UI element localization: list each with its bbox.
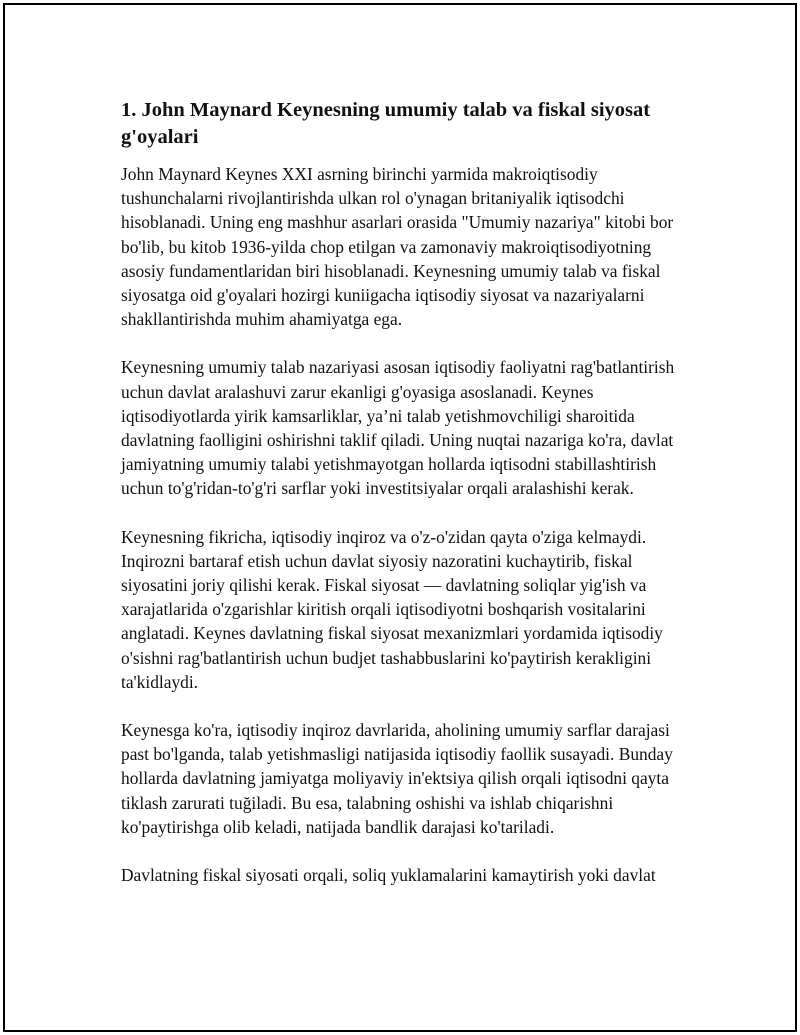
paragraph-continued: Davlatning fiskal siyosati orqali, soliq yuklamalarini kamaytirish yoki davlat [121, 865, 656, 886]
document-body [121, 97, 696, 911]
paragraph-aggregate-demand: Keynesning umumiy talab nazariyasi asosan iqtisodiy faoliyatni rag'batlantirish uchun davlat aralashuvi zarur ekanligi g'oyasiga asoslanadi. Keynes iqtisodiyotlarda yirik kamsarliklar, ya’ni talab yetishmovchiligi sharoitida davlatning faolligini oshirishni taklif qiladi. Uning nuqtai nazariga ko'ra, davlat jamiyatning umumiy talabi yetishmayotgan hollarda iqtisodni stabillashtirish uchun to'g'ridan-to'g'ri sarflar yoki investitsiyalar orqali aralashishi kerak. [121, 357, 675, 499]
section-heading: 1. John Maynard Keynesning umumiy talab va fiskal siyosat g'oyalari [121, 99, 651, 148]
paragraph-fiscal-policy: Keynesning fikricha, iqtisodiy inqiroz va o'z-o'zidan qayta o'ziga kelmaydi. Inqirozni bartaraf etish uchun davlat siyosiy nazoratini kuchaytirib, fiskal siyosatini joriy qilishi kerak. Fiskal siyosat — davlatning soliqlar yig'ish va xarajatlarida o'zgarishlar kiritish orqali iqtisodiyotni boshqarish vositalarini anglatadi. Keynes davlatning fiskal siyosat mexanizmlari yordamida iqtisodiy o'sishni rag'batlantirish uchun budjet tashabbuslarini ko'paytirish kerakligini ta'kidlaydi. [121, 526, 663, 692]
paragraph-intro: John Maynard Keynes XXI asrning birinchi yarmida makroiqtisodiy tushunchalarni rivojlantirishda ulkan rol o'ynagan britaniyalik iqtisodchi hisoblanadi. Uning eng mashhur asarlari orasida "Umumiy nazariya" kitobi bor bo'lib, bu kitob 1936-yilda chop etilgan va zamonaviy makroiqtisodiyotning asosiy fundamentlaridan biri hisoblanadi. Keynesning umumiy talab va fiskal siyosatga oid g'oyalari hozirgi kuniigacha iqtisodiy siyosat va nazariyalarni shakllantirishda muhim ahamiyatga ega. [121, 164, 674, 330]
paragraph-crisis: Keynesga ko'ra, iqtisodiy inqiroz davrlarida, aholining umumiy sarflar darajasi past bo'lganda, talab yetishmasligi natijasida iqtisodiy faollik susayadi. Bunday hollarda davlatning jamiyatga moliyaviy in'ektsiya qilish orqali iqtisodni qayta tiklash zarurati tuğiladi. Bu esa, talabning oshishi va ishlab chiqarishni ko'paytirishga olib keladi, natijada bandlik darajasi ko'tariladi. [121, 720, 673, 837]
document-page [3, 3, 797, 1032]
